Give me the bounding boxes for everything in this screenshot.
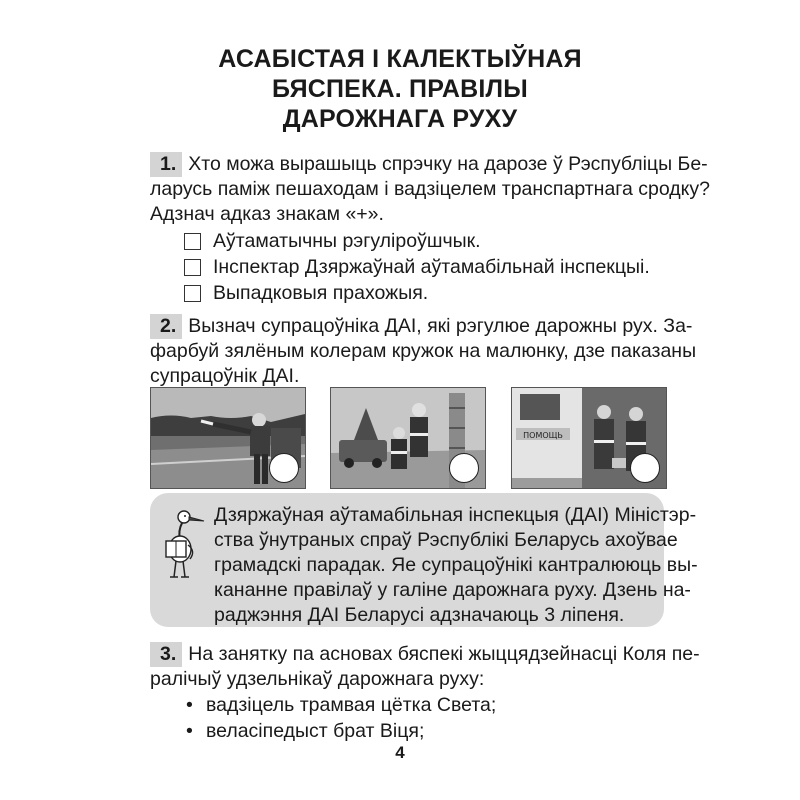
title-line-2: БЯСПЕКА. ПРАВІЛЫ (272, 75, 528, 103)
option-2[interactable] (184, 254, 650, 280)
photo-firefighters (330, 387, 486, 489)
task-3-list (186, 692, 496, 744)
list-item: • вадзіцель трамвая цётка Света; (186, 694, 497, 716)
option-1[interactable] (184, 228, 650, 254)
task-1-number: 1. (150, 152, 182, 177)
option-1-label: Аўтаматычны рэгуліроўшчык. (213, 229, 481, 252)
task-2-line-2: фарбуй зялёным колерам кружок на малюнку, дзе паказаны (150, 340, 697, 362)
checkbox-option-1[interactable] (184, 233, 201, 250)
list-item-1-text: вадзіцель трамвая цётка Света; (206, 694, 497, 716)
checkbox-option-3[interactable] (184, 285, 201, 302)
info-line-5: раджэння ДАІ Беларусі адзначаюць 3 ліпеня. (214, 604, 625, 626)
info-line-3: грамадскі парадак. Яе супрацоўнікі кантралююць вы- (214, 554, 698, 576)
info-line-2: ства ўнутраных спраў Рэспублікі Беларусь ахоўвае (214, 529, 678, 551)
ambulance-sign: ПОМОЩЬ (523, 431, 563, 440)
page-number: 4 (395, 743, 405, 762)
task-2-number: 2. (150, 314, 182, 339)
task-2-line-3: супрацоўнік ДАІ. (150, 365, 300, 387)
info-line-1: Дзяржаўная аўтамабільная інспекцыя (ДАІ) Міністэр- (214, 504, 697, 526)
info-line-4: кананне правілаў у галіне дарожнага руху. Дзень на- (214, 579, 691, 601)
task-1-line-1: Хто можа вырашыць спрэчку на дарозе ў Рэспубліцы Бе- (188, 153, 708, 175)
task-3-number: 3. (150, 642, 182, 667)
list-item-2-text: веласіпедыст брат Віця; (206, 720, 425, 742)
info-text (214, 503, 698, 628)
task-1-line-2: ларусь паміж пешаходам і вадзіцелем транспартнага сродку? (150, 178, 710, 200)
stork-mascot-icon (158, 509, 208, 586)
task-3-line-1: На занятку па асновах бяспекі жыццядзейнасці Коля пе- (188, 643, 700, 665)
title-line-3: ДАРОЖНАГА РУХУ (282, 105, 518, 133)
option-3-label: Выпадковыя прахожыя. (213, 281, 429, 304)
task-1-line-3: Адзнач адказ знакам «+». (150, 203, 384, 225)
task-3-question (150, 642, 700, 692)
info-box (150, 493, 698, 627)
list-item: • веласіпедыст брат Віця; (186, 720, 425, 742)
task-1-question (150, 152, 710, 227)
task-2-question (150, 314, 697, 389)
photo-ambulance-crew (511, 387, 667, 489)
task-1-options (184, 228, 650, 306)
answer-circle-1[interactable] (269, 453, 299, 483)
answer-circle-2[interactable] (449, 453, 479, 483)
task-2-line-1: Вызнач супрацоўніка ДАІ, які рэгулюе дарожны рух. За- (188, 315, 693, 337)
checkbox-option-2[interactable] (184, 259, 201, 276)
option-2-label: Інспектар Дзяржаўнай аўтамабільнай інспекцыі. (213, 255, 650, 278)
answer-circle-3[interactable] (630, 453, 660, 483)
page-title (0, 44, 800, 134)
task-3-line-2: ралічыў удзельнікаў дарожнага руху: (150, 668, 485, 690)
photo-traffic-officer (150, 387, 306, 489)
title-line-1: АСАБІСТАЯ І КАЛЕКТЫЎНАЯ (218, 45, 582, 73)
option-3[interactable] (184, 280, 650, 306)
